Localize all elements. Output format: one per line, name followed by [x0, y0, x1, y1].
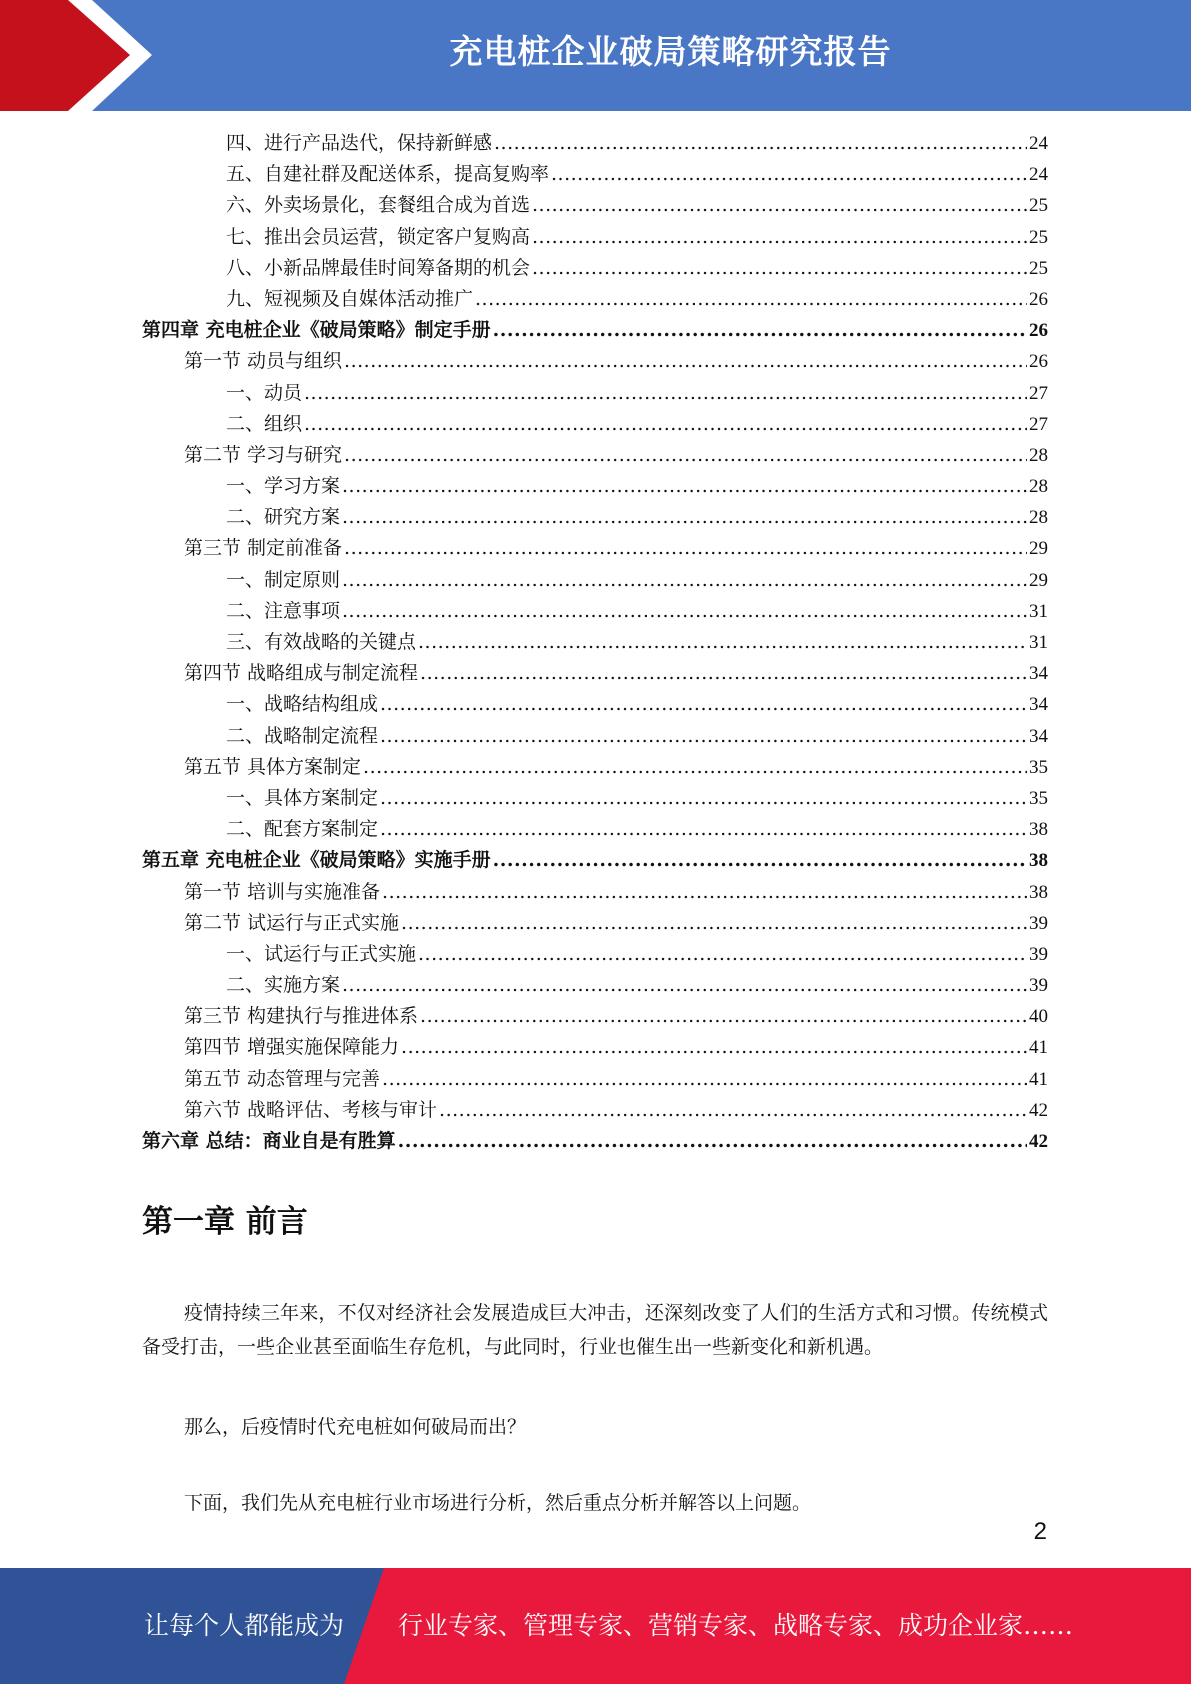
toc-dot-leader — [493, 315, 1027, 346]
toc-dot-leader — [304, 409, 1027, 440]
toc-dot-leader — [363, 752, 1027, 783]
toc-entry-page: 39 — [1029, 943, 1048, 965]
toc-entry-page: 34 — [1029, 725, 1048, 747]
toc-entry-page: 35 — [1029, 787, 1048, 809]
toc-entry-title: 七、推出会员运营，锁定客户复购高 — [226, 225, 531, 248]
toc-subsection-entry[interactable] — [142, 190, 1048, 221]
toc-subsection-entry[interactable] — [142, 502, 1048, 533]
toc-entry-title: 一、动员 — [226, 381, 303, 404]
toc-dot-leader — [398, 1126, 1027, 1157]
toc-entry-page: 31 — [1029, 632, 1048, 653]
toc-entry-page: 27 — [1029, 413, 1048, 435]
toc-entry-page: 38 — [1029, 819, 1048, 841]
toc-section-entry[interactable] — [142, 440, 1048, 471]
toc-entry-title: 第三节 构建执行与推进体系 — [184, 1005, 419, 1028]
toc-entry-title: 一、具体方案制定 — [226, 786, 379, 809]
toc-subsection-entry[interactable] — [142, 159, 1048, 190]
toc-subsection-entry[interactable] — [142, 253, 1048, 284]
toc-entry-page: 41 — [1029, 1037, 1048, 1059]
toc-dot-leader — [380, 814, 1027, 845]
toc-entry-title: 第五章 充电桩企业《破局策略》实施手册 — [142, 849, 491, 872]
toc-dot-leader — [401, 908, 1027, 939]
toc-subsection-entry[interactable] — [142, 689, 1048, 720]
toc-subsection-entry[interactable] — [142, 814, 1048, 845]
toc-entry-page: 26 — [1029, 288, 1048, 310]
toc-entry-page: 24 — [1029, 133, 1048, 154]
body-paragraph: 疫情持续三年来，不仅对经济社会发展造成巨大冲击，还深刻改变了人们的生活方式和习惯。传统模式备受打击，一些企业甚至面临生存危机，与此同时，行业也催生出一些新变化和新机遇。 — [142, 1302, 1048, 1358]
toc-entry-title: 四、进行产品迭代，保持新鲜感 — [226, 132, 493, 154]
toc-entry-title: 第六节 战略评估、考核与审计 — [184, 1098, 438, 1121]
toc-dot-leader — [342, 565, 1027, 596]
toc-entry-title: 第三节 制定前准备 — [184, 537, 343, 560]
toc-entry-page: 25 — [1029, 257, 1048, 279]
toc-dot-leader — [342, 471, 1027, 502]
header-arrow-graphic — [0, 0, 160, 111]
toc-entry-title: 第一节 动员与组织 — [184, 350, 343, 373]
footer-slogan-left: 让每个人都能成为 — [144, 1611, 345, 1640]
toc-entry-page: 25 — [1029, 195, 1048, 217]
toc-section-entry[interactable] — [142, 908, 1048, 939]
toc-entry-page: 38 — [1029, 881, 1048, 903]
page-number: 2 — [1033, 1518, 1047, 1545]
toc-dot-leader — [382, 877, 1027, 908]
toc-entry-page: 26 — [1029, 320, 1048, 342]
toc-entry-title: 第一节 培训与实施准备 — [184, 880, 381, 903]
toc-entry-page: 42 — [1029, 1099, 1048, 1121]
toc-dot-leader — [401, 1032, 1027, 1063]
toc-entry-page: 28 — [1029, 476, 1048, 498]
toc-entry-title: 第四节 战略组成与制定流程 — [184, 662, 419, 685]
toc-entry-title: 二、战略制定流程 — [226, 724, 379, 747]
toc-section-entry[interactable] — [142, 1032, 1048, 1063]
toc-entry-title: 五、自建社群及配送体系，提高复购率 — [226, 163, 550, 186]
toc-dot-leader — [380, 721, 1027, 752]
toc-dot-leader — [304, 378, 1027, 409]
table-of-contents — [142, 128, 1048, 1157]
toc-dot-leader — [420, 658, 1027, 689]
toc-entry-page: 28 — [1029, 444, 1048, 466]
toc-entry-page: 29 — [1029, 569, 1048, 591]
toc-subsection-entry[interactable] — [142, 222, 1048, 253]
toc-entry-title: 第四节 增强实施保障能力 — [184, 1036, 400, 1059]
toc-dot-leader — [420, 1001, 1027, 1032]
chapter-heading: 第一章 前言 — [142, 1204, 308, 1240]
toc-dot-leader — [439, 1095, 1027, 1126]
toc-entry-page: 41 — [1029, 1068, 1048, 1090]
toc-dot-leader — [344, 346, 1027, 377]
toc-dot-leader — [344, 440, 1027, 471]
toc-entry-page: 39 — [1029, 975, 1048, 997]
toc-entry-title: 二、配套方案制定 — [226, 818, 379, 841]
document-title: 充电桩企业破局策略研究报告 — [449, 32, 892, 71]
toc-entry-page: 29 — [1029, 538, 1048, 560]
toc-subsection-entry[interactable] — [142, 939, 1048, 970]
toc-entry-title: 一、试运行与正式实施 — [226, 942, 417, 965]
toc-subsection-entry[interactable] — [142, 284, 1048, 315]
toc-entry-title: 三、有效战略的关键点 — [226, 631, 417, 653]
toc-entry-title: 第二节 学习与研究 — [184, 443, 343, 466]
toc-entry-page: 28 — [1029, 507, 1048, 529]
toc-dot-leader — [380, 783, 1027, 814]
toc-section-entry[interactable] — [142, 752, 1048, 783]
toc-entry-page: 31 — [1029, 600, 1048, 622]
footer-slogan-right: 行业专家、管理专家、营销专家、战略专家、成功企业家…… — [398, 1611, 1074, 1640]
toc-entry-title: 八、小新品牌最佳时间筹备期的机会 — [226, 256, 531, 279]
toc-entry-title: 二、注意事项 — [226, 599, 341, 622]
toc-entry-page: 38 — [1029, 850, 1048, 872]
toc-subsection-entry[interactable] — [142, 721, 1048, 752]
toc-section-entry[interactable] — [142, 1064, 1048, 1095]
toc-dot-leader — [532, 190, 1027, 221]
toc-entry-title: 二、研究方案 — [226, 506, 341, 529]
toc-subsection-entry[interactable] — [142, 409, 1048, 440]
toc-subsection-entry[interactable] — [142, 471, 1048, 502]
toc-entry-title: 六、外卖场景化，套餐组合成为首选 — [226, 194, 531, 217]
page-header — [0, 0, 1191, 111]
toc-dot-leader — [532, 253, 1027, 284]
toc-section-entry[interactable] — [142, 877, 1048, 908]
toc-dot-leader — [382, 1064, 1027, 1095]
toc-dot-leader — [380, 689, 1027, 720]
toc-entry-title: 第二节 试运行与正式实施 — [184, 911, 400, 934]
toc-subsection-entry[interactable] — [142, 627, 1048, 658]
toc-entry-title: 第五节 动态管理与完善 — [184, 1067, 381, 1090]
toc-entry-title: 二、组织 — [226, 412, 303, 435]
toc-entry-page: 35 — [1029, 756, 1048, 778]
toc-entry-page: 34 — [1029, 663, 1048, 685]
toc-dot-leader — [532, 222, 1027, 253]
toc-section-entry[interactable] — [142, 658, 1048, 689]
toc-chapter-entry[interactable] — [142, 315, 1048, 346]
toc-dot-leader — [494, 128, 1027, 159]
toc-dot-leader — [342, 596, 1027, 627]
toc-entry-page: 27 — [1029, 382, 1048, 404]
toc-dot-leader — [551, 159, 1027, 190]
toc-entry-title: 第五节 具体方案制定 — [184, 755, 362, 778]
toc-entry-title: 二、实施方案 — [226, 974, 341, 997]
toc-subsection-entry[interactable] — [142, 128, 1048, 159]
toc-section-entry[interactable] — [142, 1095, 1048, 1126]
body-paragraph: 那么，后疫情时代充电桩如何破局而出？ — [184, 1416, 527, 1438]
toc-subsection-entry[interactable] — [142, 970, 1048, 1001]
toc-entry-page: 42 — [1029, 1131, 1048, 1152]
toc-entry-page: 24 — [1029, 164, 1048, 186]
toc-subsection-entry[interactable] — [142, 596, 1048, 627]
toc-entry-title: 一、战略结构组成 — [226, 693, 379, 716]
toc-entry-title: 一、制定原则 — [226, 568, 341, 591]
toc-dot-leader — [493, 845, 1027, 876]
toc-dot-leader — [418, 627, 1027, 658]
toc-dot-leader — [344, 533, 1027, 564]
toc-entry-title: 第四章 充电桩企业《破局策略》制定手册 — [142, 319, 491, 342]
toc-section-entry[interactable] — [142, 533, 1048, 564]
toc-dot-leader — [342, 970, 1027, 1001]
toc-entry-title: 九、短视频及自媒体活动推广 — [226, 287, 474, 310]
body-paragraph: 下面，我们先从充电桩行业市场进行分析，然后重点分析并解答以上问题。 — [184, 1492, 812, 1514]
toc-entry-title: 第六章 总结：商业自是有胜算 — [142, 1130, 396, 1152]
toc-chapter-entry[interactable] — [142, 1126, 1048, 1157]
toc-entry-page: 26 — [1029, 351, 1048, 373]
toc-entry-page: 39 — [1029, 912, 1048, 934]
toc-subsection-entry[interactable] — [142, 783, 1048, 814]
toc-dot-leader — [475, 284, 1027, 315]
toc-chapter-entry[interactable] — [142, 845, 1048, 876]
toc-dot-leader — [418, 939, 1027, 970]
page-footer — [0, 1568, 1191, 1684]
header-arrow-red-chevron — [0, 0, 130, 111]
toc-entry-page: 34 — [1029, 694, 1048, 716]
toc-subsection-entry[interactable] — [142, 565, 1048, 596]
toc-section-entry[interactable] — [142, 1001, 1048, 1032]
toc-entry-page: 40 — [1029, 1006, 1048, 1028]
toc-entry-title: 一、学习方案 — [226, 475, 341, 498]
toc-entry-page: 25 — [1029, 226, 1048, 248]
toc-dot-leader — [342, 502, 1027, 533]
toc-subsection-entry[interactable] — [142, 378, 1048, 409]
toc-section-entry[interactable] — [142, 346, 1048, 377]
